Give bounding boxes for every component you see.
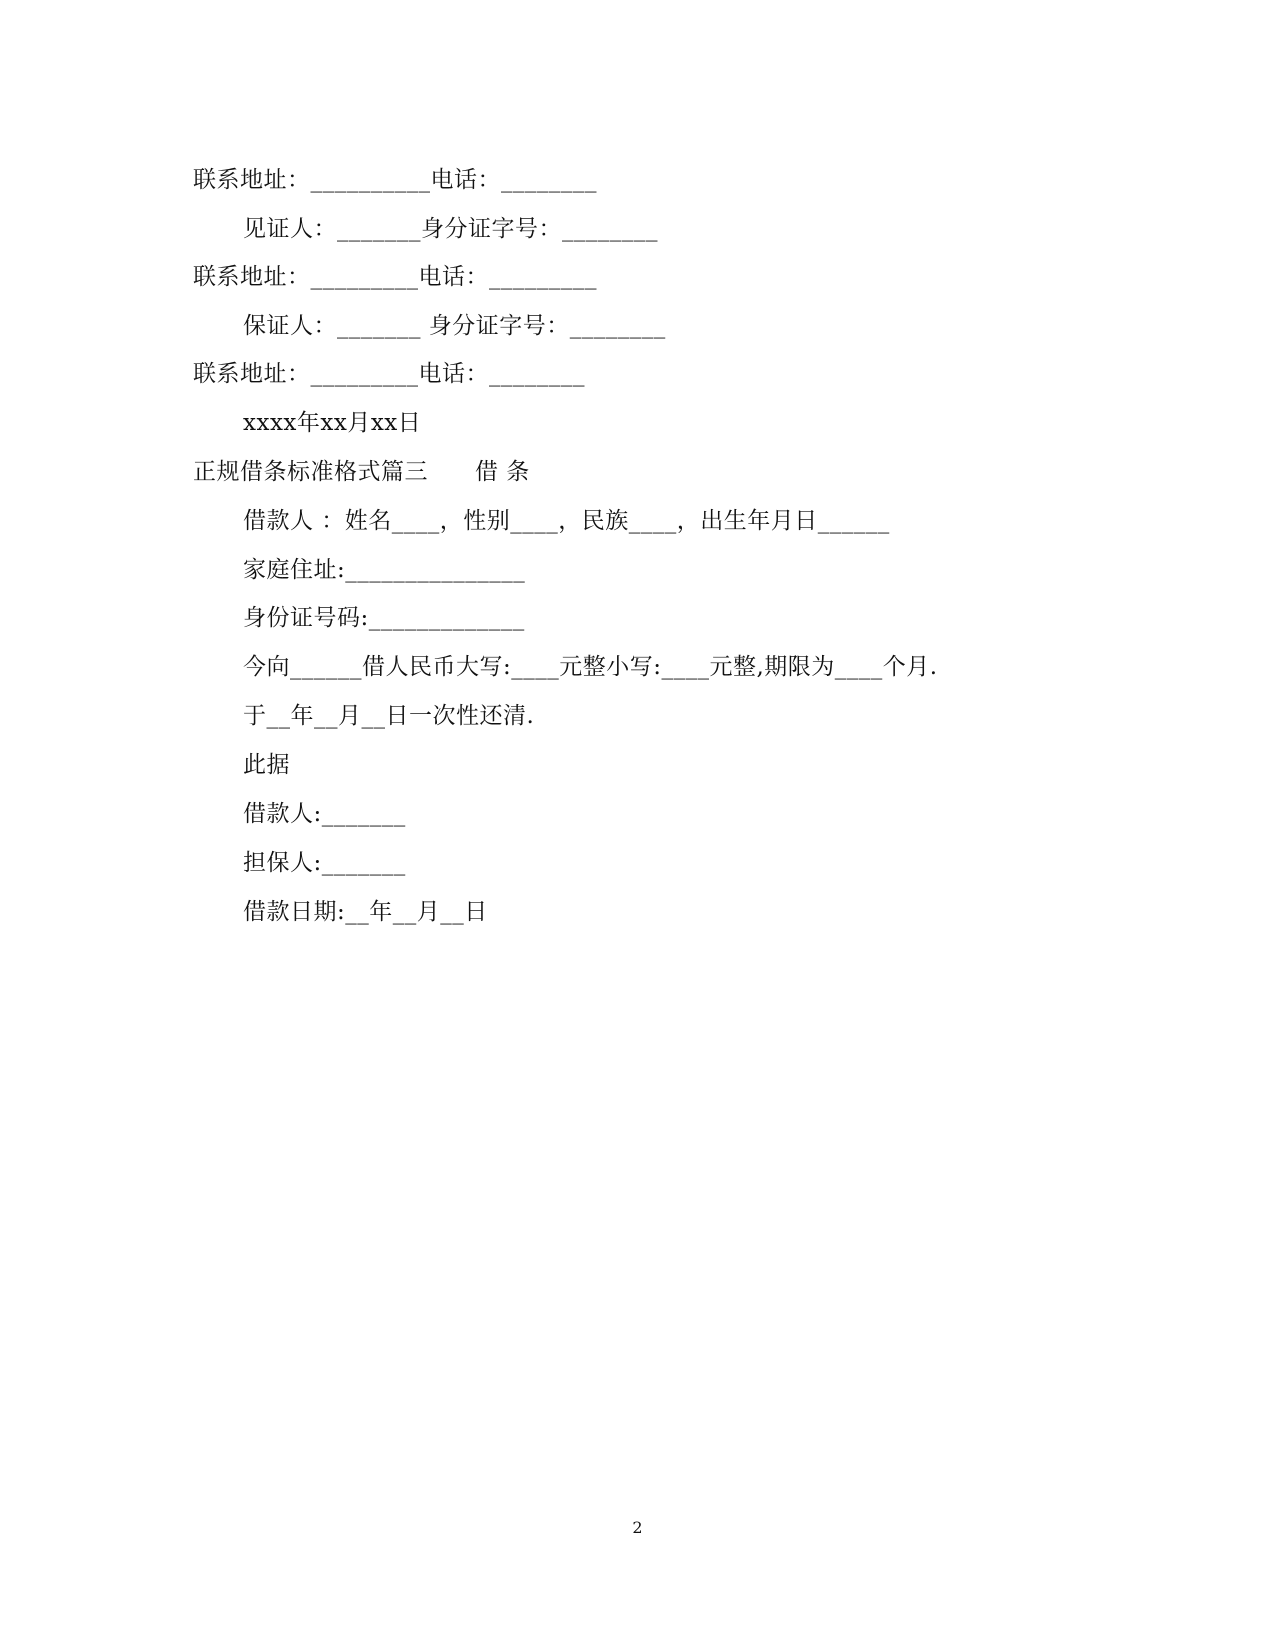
evidence-line: 此据	[243, 752, 290, 778]
id-number-line: 身份证号码:_____________	[243, 605, 525, 631]
date-line: xxxx年xx月xx日	[243, 410, 422, 436]
guarantor-signature-line: 担保人:_______	[243, 850, 406, 876]
contact-address-line-1: 联系地址：__________电话：________	[193, 167, 597, 193]
loan-amount-line: 今向______借人民币大写:____元整小写:____元整,期限为____个月.	[243, 654, 938, 680]
guarantor-line: 保证人：_______ 身分证字号：________	[243, 313, 666, 339]
borrower-signature-line: 借款人:_______	[243, 801, 406, 827]
repayment-line: 于__年__月__日一次性还清.	[243, 703, 535, 729]
contact-address-line-2: 联系地址：_________电话：_________	[193, 264, 597, 290]
loan-date-line: 借款日期:__年__月__日	[243, 899, 488, 925]
contact-address-line-3: 联系地址：_________电话：________	[193, 361, 585, 387]
section-heading: 正规借条标准格式篇三 借 条	[193, 459, 530, 485]
page-number: 2	[632, 1518, 643, 1537]
borrower-info-line: 借款人 ：姓名____，性别____，民族____，出生年月日______	[243, 508, 890, 534]
witness-line: 见证人：_______身分证字号：________	[243, 216, 658, 242]
home-address-line: 家庭住址:_______________	[243, 557, 526, 583]
